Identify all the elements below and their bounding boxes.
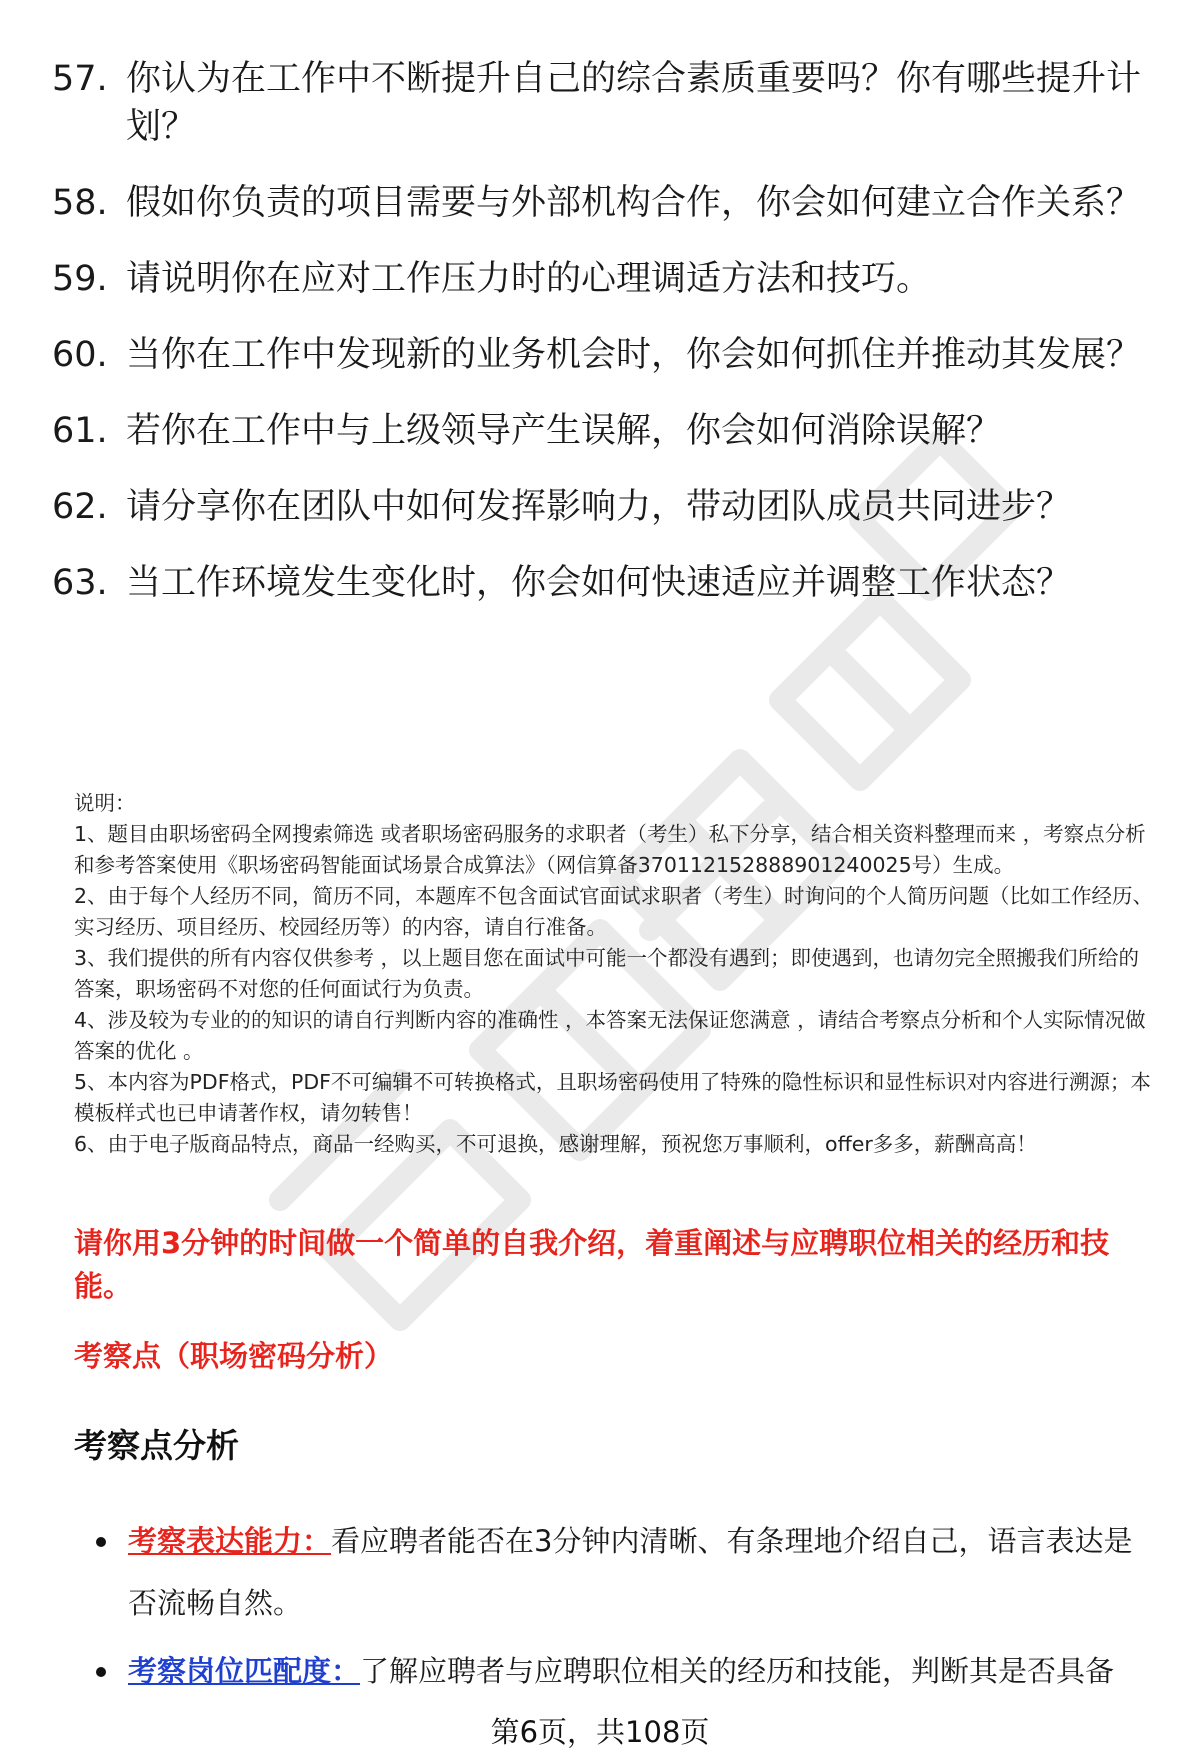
question-item [52, 179, 1142, 227]
bullet-text: 了解应聘者与应聘职位相关的经历和技能，判断其是否具备 [360, 1654, 1115, 1688]
note-item: 2、由于每个人经历不同，简历不同，本题库不包含面试官面试求职者（考生）时询问的个人简历问题（比如工作经历、实习经历、项目经历、校园经历等）的内容，请自行准备。 [74, 884, 1154, 939]
question-number: 57. [52, 59, 108, 99]
question-number: 58. [52, 183, 108, 223]
note-item: 6、由于电子版商品特点，商品一经购买，不可退换，感谢理解，预祝您万事顺利，offer多多，薪酬高高！ [74, 1132, 1037, 1156]
question-number: 59. [52, 259, 108, 299]
analysis-bullet [96, 1510, 1146, 1634]
note-item: 3、我们提供的所有内容仅供参考 ，以上题目您在面试中可能一个都没有遇到；即使遇到，也请勿完全照搬我们所给的答案，职场密码不对您的任何面试行为负责。 [74, 946, 1140, 1001]
question-number: 63. [52, 563, 108, 603]
question-text: 请说明你在应对工作压力时的心理调适方法和技巧。 [126, 259, 932, 299]
question-item [52, 331, 1142, 379]
interview-question-title: 请你用3分钟的时间做一个简单的自我介绍，着重阐述与应聘职位相关的经历和技能。 [74, 1226, 1110, 1303]
question-text: 请分享你在团队中如何发挥影响力，带动团队成员共同进步？ [126, 487, 1072, 527]
analysis-bullet-list [96, 1510, 1146, 1708]
question-text: 若你在工作中与上级领导产生误解，你会如何消除误解？ [126, 411, 1002, 451]
section-title: 考察点分析 [74, 1426, 239, 1465]
notes-heading: 说明： [74, 791, 136, 815]
bullet-dot-icon [96, 1537, 106, 1547]
question-number: 62. [52, 487, 108, 527]
question-item [52, 55, 1142, 151]
note-item: 4、涉及较为专业的的知识的请自行判断内容的准确性 ，本答案无法保证您满意 ，请结合考察点分析和个人实际情况做答案的优化 。 [74, 1008, 1146, 1063]
question-list [52, 55, 1142, 635]
bullet-dot-icon [96, 1667, 106, 1677]
note-item: 1、题目由职场密码全网搜索筛选 或者职场密码服务的求职者（考生）私下分享，结合相关资料整理而来 ，考察点分析和参考答案使用《职场密码智能面试场景合成算法》（网信算备370112152888901240025号）生成。 [74, 822, 1146, 877]
question-text: 当你在工作中发现新的业务机会时，你会如何抓住并推动其发展？ [126, 335, 1142, 375]
bullet-label-link[interactable]: 考察表达能力： [128, 1524, 332, 1558]
question-item [52, 559, 1142, 607]
question-text: 你认为在工作中不断提升自己的综合素质重要吗？你有哪些提升计划？ [126, 59, 1142, 147]
bullet-label-link[interactable]: 考察岗位匹配度： [128, 1654, 361, 1688]
analysis-bullet [96, 1640, 1146, 1702]
analysis-subheading: 考察点（职场密码分析） [74, 1339, 394, 1373]
question-text: 假如你负责的项目需要与外部机构合作，你会如何建立合作关系？ [126, 183, 1142, 223]
notes-section [74, 788, 1154, 1160]
question-number: 61. [52, 411, 108, 451]
bullet-text: 看应聘者能否在3分钟内清晰、有条理地介绍自己，语言表达是否流畅自然。 [128, 1524, 1133, 1620]
question-number: 60. [52, 335, 108, 375]
note-item: 5、本内容为PDF格式，PDF不可编辑不可转换格式，且职场密码使用了特殊的隐性标识和显性标识对内容进行溯源；本模板样式也已申请著作权，请勿转售！ [74, 1070, 1151, 1125]
page-footer: 第6页，共108页 [490, 1715, 710, 1749]
question-text: 当工作环境发生变化时，你会如何快速适应并调整工作状态？ [126, 563, 1072, 603]
question-item [52, 407, 1142, 455]
question-item [52, 483, 1142, 531]
question-item [52, 255, 1142, 303]
